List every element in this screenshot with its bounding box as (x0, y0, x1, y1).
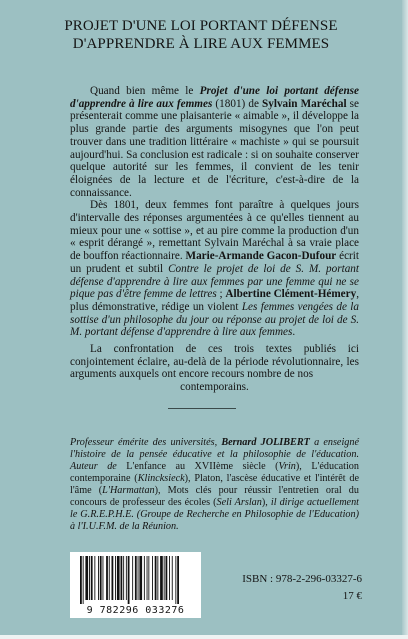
text-span: il dirige actuellement le G.R.E.P.H.E. (Groupe de Recherche en Philosophie de l'Education) à l'I.U.F.M. de la Réunion. (70, 497, 360, 532)
barcode-bar (164, 556, 165, 600)
isbn: ISBN : 978-2-296-03327-6 (242, 573, 362, 585)
barcode-bar (175, 556, 176, 604)
work-title: L'enfance au XVIIème siècle (126, 461, 266, 472)
text-span: ; (216, 288, 226, 301)
work-title: Platon, l'ascèse éducative et l'intérêt de l'âme (70, 473, 359, 496)
barcode-bar (109, 556, 110, 600)
blurb-paragraph-3 (70, 343, 359, 394)
barcode-bar (152, 556, 153, 600)
text-span: , plus démonstrative, rédige un violent (70, 288, 360, 313)
barcode-bars (74, 556, 197, 604)
text-span: La confrontation de ces trois textes publiés ici conjointement éclaire, au-delà de la période révolutionnaire, les arguments auxquels ont encore recours nombre de nos (70, 343, 359, 381)
text-span: Quand bien même le (90, 85, 200, 97)
barcode-bar (117, 556, 120, 600)
author-name: Bernard JOLIBERT (221, 437, 310, 448)
barcode-bar (169, 556, 170, 600)
text-span: se présenterait comme une plaisanterie « aimable », il développe la plus grande partie des arguments misogynes que l'on peut trouver dans une tradition littéraire « machiste » qui se poursuit aujourd'hui. Sa conclusion est radicale : si on souhaite conserver quelque autorité sur les femmes, il convient de les tenir éloignées de la lecture et de l'écriture, c'est-à-dire de la connaissance. (70, 97, 359, 199)
text-span: contemporains. (180, 381, 249, 394)
blurb-paragraph-1 (70, 85, 359, 199)
text-span: écrit un prudent et subtil (70, 250, 359, 275)
barcode-bar (103, 556, 104, 600)
book-title-line-2: D'APPRENDRE À LIRE AUX FEMMES (72, 36, 330, 52)
blurb-paragraph-2 (70, 199, 359, 339)
work-title: L'éducation contemporaine (70, 461, 359, 484)
work-title: Les femmes vengées de la sottise d'un philosophe du jour ou réponse au projet de loi de S. M. portant défense d'apprendre à lire aux femmes (70, 300, 359, 339)
barcode-bar (135, 556, 137, 600)
work-title: Contre le projet de loi de S. M. portant défense d'apprendre à lire aux femmes par une femme qui ne se pique pas d'être femme de lettres (70, 262, 359, 301)
barcode-bar (100, 556, 102, 600)
book-title (40, 17, 362, 53)
text-span: . (292, 326, 296, 339)
barcode-bar (147, 556, 148, 600)
barcode-bar (172, 556, 173, 600)
work-title: Projet d'une loi portant défense d'apprendre à lire aux femmes (70, 85, 359, 110)
barcode-bar (155, 556, 157, 600)
publisher-name: Klincksieck (137, 473, 185, 484)
text-span: (1801) de (212, 97, 263, 110)
author-name: Albertine Clément-Hémery (225, 288, 357, 301)
barcode-bar (91, 556, 93, 600)
barcode-bar (144, 556, 145, 600)
barcode-bar (123, 556, 124, 600)
separator-rule (168, 408, 236, 409)
barcode-bar (94, 556, 95, 600)
cover-edge-bottom (0, 635, 408, 639)
text-span: ( (265, 461, 279, 472)
text-span: ( (91, 485, 103, 496)
cover-edge-right (402, 0, 408, 639)
barcode-bar (85, 556, 88, 600)
author-name: Marie-Armande Gacon-Dufour (185, 250, 337, 263)
text-span: a enseigné l'histoire de la pensée éducative et la philosophie de l'éducation. Auteur de (70, 437, 359, 472)
text-span: ( (130, 473, 138, 484)
barcode-bar (89, 556, 90, 600)
barcode (70, 552, 201, 618)
barcode-bar (80, 556, 82, 604)
barcode-bar (148, 556, 149, 600)
barcode-bar (160, 556, 163, 600)
barcode-bar (98, 556, 99, 600)
barcode-bar (112, 556, 114, 600)
book-title-line-1: PROJET D'UNE LOI PORTANT DÉFENSE (64, 18, 338, 34)
barcode-number: 9 782296 033276 (86, 605, 185, 616)
barcode-bar (138, 556, 139, 600)
barcode-bar (132, 556, 133, 600)
barcode-bar (83, 556, 84, 604)
text-span: ), (154, 485, 168, 496)
barcode-bar (106, 556, 108, 600)
publisher-name: Vrin (278, 461, 296, 472)
text-span: ), (295, 461, 312, 472)
barcode-bar (121, 556, 123, 600)
barcode-bar (157, 556, 158, 600)
text-span: Professeur émérite des universités, (70, 437, 222, 448)
publisher-name: L'Harmattan (102, 485, 155, 496)
author-name: Sylvain Maréchal (262, 97, 347, 110)
text-span: ), (184, 473, 195, 484)
work-title: Mots clés pour réussir l'entretien oral du concours de professeur des écoles (70, 485, 359, 508)
barcode-bar (115, 556, 116, 600)
text-span: ( (210, 497, 217, 508)
price: 17 € (342, 590, 362, 602)
text-span: ), (261, 497, 271, 508)
text-span: Dès 1801, deux femmes font paraître à quelques jours d'intervalle des réponses argumentées à ce qu'elles tiennent au mieux pour une « sottise », et au pire comme la production d'un « esprit dérangé », remettant Sylvain Maréchal à sa vraie place de bouffon réactionnaire. (70, 199, 359, 263)
barcode-bar (126, 556, 127, 600)
barcode-bar (177, 556, 179, 604)
barcode-bar (166, 556, 168, 600)
barcode-bar (128, 556, 130, 604)
author-bio (70, 437, 359, 533)
barcode-bar (139, 556, 142, 600)
blurb (70, 85, 359, 394)
publisher-name: Seli Arslan (216, 497, 262, 508)
